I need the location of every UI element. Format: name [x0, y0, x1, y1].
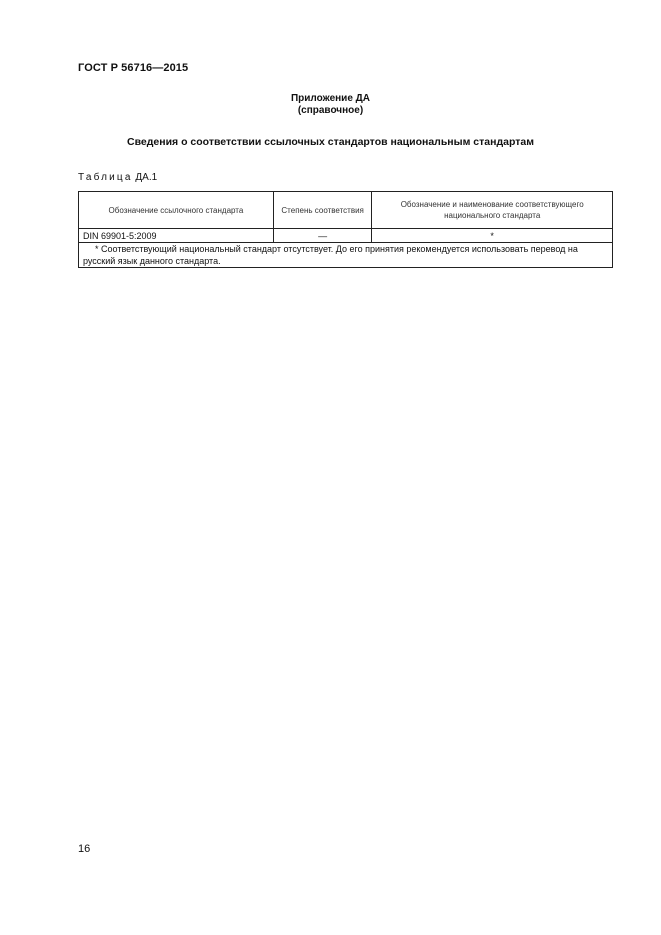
table-caption-id: ДА.1 — [135, 172, 158, 183]
document-code: ГОСТ Р 56716—2015 — [78, 62, 189, 74]
header-conformity-degree: Степень соответствия — [273, 192, 371, 229]
table-footnote-row — [79, 243, 613, 268]
table-caption — [78, 172, 157, 183]
reference-standards-table — [78, 191, 613, 268]
cell-national-standard: * — [372, 229, 613, 243]
section-title: Сведения о соответствии ссылочных стандартов национальным стандартам — [127, 136, 534, 148]
cell-reference-designation: DIN 69901-5:2009 — [79, 229, 274, 243]
appendix-title: Приложение ДА — [290, 93, 371, 104]
appendix-subtitle: (справочное) — [297, 105, 364, 116]
table-header-row — [79, 192, 613, 229]
table-footnote: * Соответствующий национальный стандарт отсутствует. До его принятия рекомендуется использовать перевод на русский язык данного стандарта. — [79, 243, 613, 268]
cell-conformity-degree: — — [273, 229, 371, 243]
page-number: 16 — [78, 843, 91, 855]
table-row — [79, 229, 613, 243]
table-caption-word: Таблица — [78, 172, 133, 183]
header-national-standard: Обозначение и наименование соответствующего национального стандарта — [372, 192, 613, 229]
header-reference-designation: Обозначение ссылочного стандарта — [79, 192, 274, 229]
